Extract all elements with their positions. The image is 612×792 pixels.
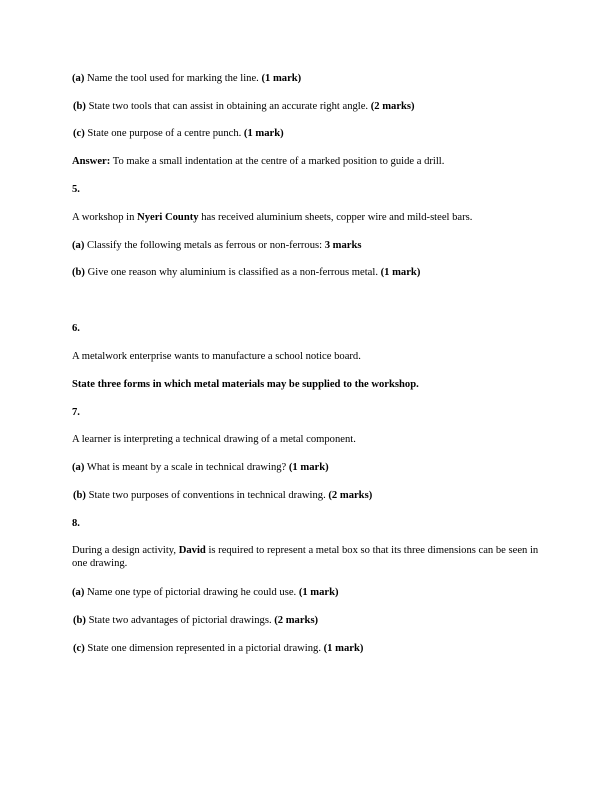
q8-part-c	[73, 642, 543, 655]
student-name: David	[178, 545, 206, 556]
marks: (2 marks)	[274, 615, 319, 626]
q7-part-b	[73, 489, 543, 502]
q4-part-a	[72, 72, 542, 85]
part-label: (c)	[73, 128, 85, 139]
q8-number: 8.	[72, 518, 80, 529]
part-text: State two tools that can assist in obtaining an accurate right angle.	[85, 101, 371, 112]
q6-intro: A metalwork enterprise wants to manufacture a school notice board.	[72, 351, 361, 362]
q5-part-a	[72, 239, 542, 252]
q5-intro: A workshop in Nyeri County has received aluminium sheets, copper wire and mild-steel bars.	[72, 212, 473, 223]
marks: 3 marks	[324, 240, 362, 251]
location-name: Nyeri County	[137, 212, 199, 223]
part-text: Name the tool used for marking the line.	[84, 73, 262, 84]
q4-part-c	[73, 127, 543, 140]
part-text: What is meant by a scale in technical drawing?	[84, 462, 289, 473]
marks: (2 marks)	[328, 490, 373, 501]
part-label: (a)	[72, 462, 85, 473]
q8-intro: During a design activity, David is required to represent a metal box so that its three dimensions can be seen in one drawing.	[72, 545, 539, 569]
part-text: Give one reason why aluminium is classified as a non-ferrous metal.	[84, 267, 381, 278]
q6-number: 6.	[72, 323, 80, 334]
q7-number: 7.	[72, 407, 80, 418]
q4-answer	[72, 155, 542, 168]
q5-part-b	[72, 266, 542, 279]
q4-part-b	[73, 100, 543, 113]
q8-part-b	[73, 614, 543, 627]
answer-text: To make a small indentation at the centre of a marked position to guide a drill.	[110, 156, 445, 167]
q8-part-a	[72, 586, 542, 599]
part-label: (b)	[73, 101, 86, 112]
marks: (2 marks)	[370, 101, 415, 112]
part-text: Classify the following metals as ferrous or non-ferrous:	[84, 240, 325, 251]
part-text: State two purposes of conventions in technical drawing.	[85, 490, 329, 501]
part-text: State two advantages of pictorial drawings.	[85, 615, 275, 626]
marks: (1 mark)	[261, 73, 302, 84]
part-label: (c)	[73, 643, 85, 654]
part-label: (b)	[72, 267, 85, 278]
part-text: State one purpose of a centre punch.	[84, 128, 244, 139]
marks: (1 mark)	[323, 643, 364, 654]
part-label: (a)	[72, 240, 85, 251]
part-label: (b)	[73, 615, 86, 626]
q6-task: State three forms in which metal materials may be supplied to the workshop.	[72, 379, 419, 390]
q5-number: 5.	[72, 184, 80, 195]
part-text: State one dimension represented in a pictorial drawing.	[84, 643, 324, 654]
part-label: (a)	[72, 587, 85, 598]
part-label: (a)	[72, 73, 85, 84]
part-label: (b)	[73, 490, 86, 501]
marks: (1 mark)	[288, 462, 329, 473]
q7-part-a	[72, 461, 542, 474]
q7-intro: A learner is interpreting a technical drawing of a metal component.	[72, 434, 356, 445]
marks: (1 mark)	[243, 128, 284, 139]
marks: (1 mark)	[380, 267, 421, 278]
marks: (1 mark)	[298, 587, 339, 598]
part-text: Name one type of pictorial drawing he could use.	[84, 587, 299, 598]
answer-label: Answer:	[72, 156, 111, 167]
